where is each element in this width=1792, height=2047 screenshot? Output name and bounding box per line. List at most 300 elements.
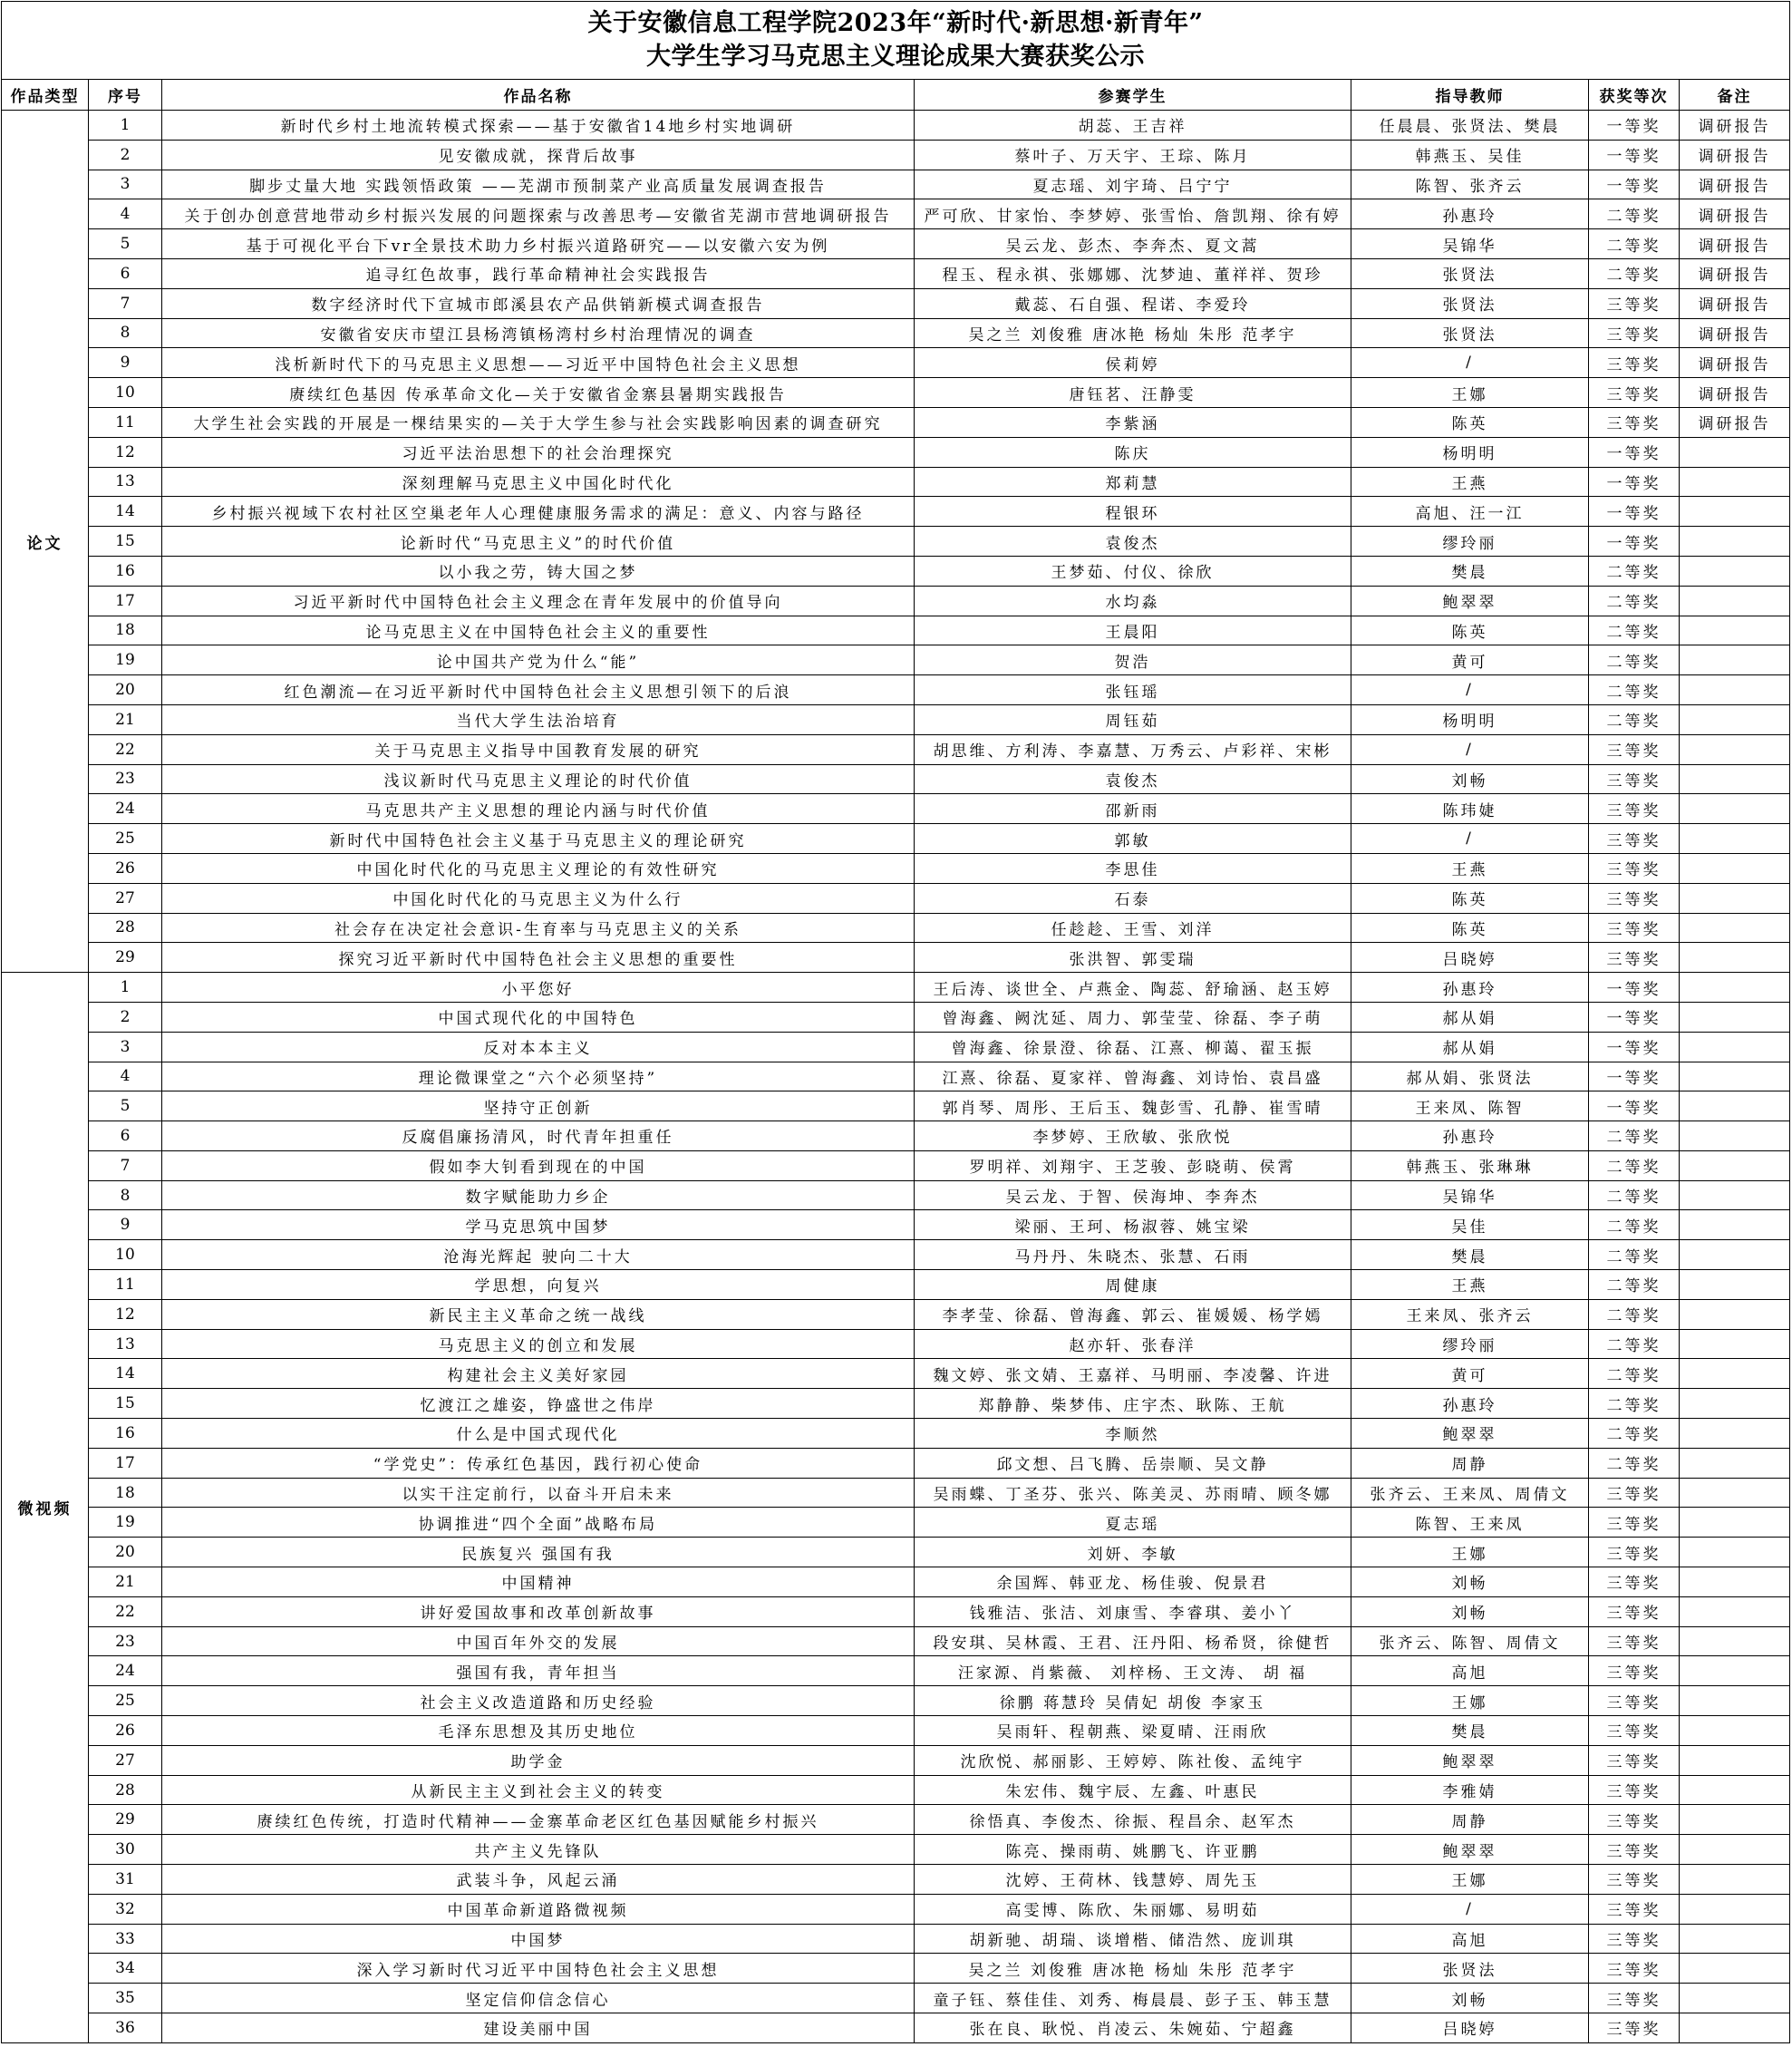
row-number-cell: 35 bbox=[89, 1984, 162, 2013]
teacher-cell: 陈英 bbox=[1351, 408, 1589, 438]
students-cell: 张钰瑶 bbox=[915, 675, 1351, 705]
row-number-cell: 4 bbox=[89, 199, 162, 229]
note-cell: 调研报告 bbox=[1680, 408, 1790, 438]
work-name-cell: 新时代乡村土地流转模式探索——基于安徽省14地乡村实地调研 bbox=[162, 111, 915, 141]
award-cell: 三等奖 bbox=[1589, 1895, 1680, 1925]
students-cell: 张洪智、郭雯瑞 bbox=[915, 943, 1351, 973]
row-number-cell: 27 bbox=[89, 884, 162, 914]
row-number-cell: 11 bbox=[89, 408, 162, 438]
teacher-cell: 任晨晨、张贤法、樊晨 bbox=[1351, 111, 1589, 141]
work-name-cell: 马克思主义的创立和发展 bbox=[162, 1330, 915, 1360]
teacher-cell: 张齐云、王来凤、周倩文 bbox=[1351, 1479, 1589, 1509]
note-cell bbox=[1680, 1419, 1790, 1449]
row-number-cell: 10 bbox=[89, 1240, 162, 1270]
award-table bbox=[1, 79, 1790, 2043]
teacher-cell: 孙惠玲 bbox=[1351, 973, 1589, 1003]
award-cell: 三等奖 bbox=[1589, 1597, 1680, 1627]
students-cell: 吴雨轩、程朝燕、梁夏晴、汪雨欣 bbox=[915, 1716, 1351, 1746]
teacher-cell: 樊晨 bbox=[1351, 1240, 1589, 1270]
column-header-teacher: 指导教师 bbox=[1351, 80, 1589, 111]
students-cell: 魏文婷、张文婧、王嘉祥、马明丽、李凌馨、许进 bbox=[915, 1359, 1351, 1389]
work-name-cell: 理论微课堂之“六个必须坚持” bbox=[162, 1062, 915, 1092]
row-number-cell: 36 bbox=[89, 2013, 162, 2043]
students-cell: 侯莉婷 bbox=[915, 348, 1351, 378]
note-cell bbox=[1680, 705, 1790, 735]
award-cell: 一等奖 bbox=[1589, 141, 1680, 170]
row-number-cell: 15 bbox=[89, 527, 162, 557]
work-name-cell: 助学金 bbox=[162, 1746, 915, 1776]
row-number-cell: 8 bbox=[89, 319, 162, 349]
award-cell: 二等奖 bbox=[1589, 587, 1680, 616]
award-cell: 三等奖 bbox=[1589, 854, 1680, 884]
note-cell bbox=[1680, 1954, 1790, 1984]
note-cell bbox=[1680, 2013, 1790, 2043]
note-cell bbox=[1680, 438, 1790, 468]
work-name-cell: 武装斗争，风起云涌 bbox=[162, 1865, 915, 1895]
row-number-cell: 24 bbox=[89, 794, 162, 824]
students-cell: 张在良、耿悦、肖凌云、朱婉茹、宁超鑫 bbox=[915, 2013, 1351, 2043]
teacher-cell: 王来凤、张齐云 bbox=[1351, 1300, 1589, 1330]
work-name-cell: 当代大学生法治培育 bbox=[162, 705, 915, 735]
teacher-cell: 刘畅 bbox=[1351, 765, 1589, 795]
note-cell bbox=[1680, 1091, 1790, 1121]
award-cell: 三等奖 bbox=[1589, 1746, 1680, 1776]
award-cell: 二等奖 bbox=[1589, 1330, 1680, 1360]
row-number-cell: 23 bbox=[89, 1627, 162, 1657]
teacher-cell: 吕晓婷 bbox=[1351, 2013, 1589, 2043]
teacher-cell: 陈智、王来凤 bbox=[1351, 1508, 1589, 1538]
teacher-cell: 韩燕玉、吴佳 bbox=[1351, 141, 1589, 170]
note-cell bbox=[1680, 1538, 1790, 1567]
note-cell bbox=[1680, 884, 1790, 914]
award-cell: 三等奖 bbox=[1589, 348, 1680, 378]
note-cell: 调研报告 bbox=[1680, 319, 1790, 349]
work-name-cell: 忆渡江之雄姿，铮盛世之伟岸 bbox=[162, 1389, 915, 1419]
work-name-cell: 构建社会主义美好家园 bbox=[162, 1359, 915, 1389]
teacher-cell: 李雅婧 bbox=[1351, 1776, 1589, 1806]
row-number-cell: 27 bbox=[89, 1746, 162, 1776]
row-number-cell: 13 bbox=[89, 1330, 162, 1360]
note-cell bbox=[1680, 616, 1790, 646]
work-name-cell: 乡村振兴视域下农村社区空巢老年人心理健康服务需求的满足：意义、内容与路径 bbox=[162, 497, 915, 527]
students-cell: 陈亮、操雨萌、姚鹏飞、许亚鹏 bbox=[915, 1835, 1351, 1865]
note-cell bbox=[1680, 1925, 1790, 1955]
students-cell: 梁丽、王珂、杨淑蓉、姚宝梁 bbox=[915, 1210, 1351, 1240]
teacher-cell: / bbox=[1351, 675, 1589, 705]
award-cell: 一等奖 bbox=[1589, 438, 1680, 468]
award-cell: 一等奖 bbox=[1589, 1003, 1680, 1033]
work-name-cell: 讲好爱国故事和改革创新故事 bbox=[162, 1597, 915, 1627]
note-cell bbox=[1680, 1359, 1790, 1389]
teacher-cell: 王娜 bbox=[1351, 1538, 1589, 1567]
column-header-type: 作品类型 bbox=[2, 80, 89, 111]
students-cell: 李顺然 bbox=[915, 1419, 1351, 1449]
work-name-cell: 安徽省安庆市望江县杨湾镇杨湾村乡村治理情况的调查 bbox=[162, 319, 915, 349]
row-number-cell: 10 bbox=[89, 378, 162, 408]
row-number-cell: 8 bbox=[89, 1181, 162, 1211]
students-cell: 余国辉、韩亚龙、杨佳骏、倪景君 bbox=[915, 1567, 1351, 1597]
students-cell: 汪家源、肖紫薇、 刘梓杨、王文涛、 胡 福 bbox=[915, 1656, 1351, 1686]
students-cell: 郑莉慧 bbox=[915, 468, 1351, 498]
note-cell bbox=[1680, 1062, 1790, 1092]
note-cell: 调研报告 bbox=[1680, 289, 1790, 319]
teacher-cell: 杨明明 bbox=[1351, 438, 1589, 468]
note-cell bbox=[1680, 1597, 1790, 1627]
teacher-cell: 刘畅 bbox=[1351, 1597, 1589, 1627]
work-name-cell: 浅议新时代马克思主义理论的时代价值 bbox=[162, 765, 915, 795]
work-name-cell: 协调推进“四个全面”战略布局 bbox=[162, 1508, 915, 1538]
award-cell: 二等奖 bbox=[1589, 705, 1680, 735]
work-name-cell: 关于马克思主义指导中国教育发展的研究 bbox=[162, 735, 915, 765]
award-cell: 二等奖 bbox=[1589, 616, 1680, 646]
note-cell bbox=[1680, 1567, 1790, 1597]
work-name-cell: 共产主义先锋队 bbox=[162, 1835, 915, 1865]
note-cell bbox=[1680, 497, 1790, 527]
row-number-cell: 22 bbox=[89, 735, 162, 765]
work-name-cell: 坚持守正创新 bbox=[162, 1091, 915, 1121]
row-number-cell: 5 bbox=[89, 1091, 162, 1121]
note-cell bbox=[1680, 1984, 1790, 2013]
row-number-cell: 3 bbox=[89, 1033, 162, 1062]
award-cell: 三等奖 bbox=[1589, 1567, 1680, 1597]
work-name-cell: 论中国共产党为什么“能” bbox=[162, 645, 915, 675]
row-number-cell: 11 bbox=[89, 1270, 162, 1300]
row-number-cell: 5 bbox=[89, 229, 162, 259]
teacher-cell: 陈智、张齐云 bbox=[1351, 170, 1589, 200]
work-name-cell: 习近平新时代中国特色社会主义理念在青年发展中的价值导向 bbox=[162, 587, 915, 616]
students-cell: 程玉、程永祺、张娜娜、沈梦迪、董祥祥、贺珍 bbox=[915, 259, 1351, 289]
note-cell bbox=[1680, 1270, 1790, 1300]
work-name-cell: 社会主义改造道路和历史经验 bbox=[162, 1686, 915, 1716]
students-cell: 赵亦轩、张春洋 bbox=[915, 1330, 1351, 1360]
work-name-cell: 新民主主义革命之统一战线 bbox=[162, 1300, 915, 1330]
teacher-cell: 缪玲丽 bbox=[1351, 1330, 1589, 1360]
work-name-cell: 基于可视化平台下vr全景技术助力乡村振兴道路研究——以安徽六安为例 bbox=[162, 229, 915, 259]
teacher-cell: 缪玲丽 bbox=[1351, 527, 1589, 557]
work-name-cell: 大学生社会实践的开展是一棵结果实的—关于大学生参与社会实践影响因素的调查研究 bbox=[162, 408, 915, 438]
teacher-cell: 张贤法 bbox=[1351, 1954, 1589, 1984]
work-name-cell: 赓续红色基因 传承革命文化—关于安徽省金寨县暑期实践报告 bbox=[162, 378, 915, 408]
section-type-cell: 论文 bbox=[2, 111, 89, 973]
row-number-cell: 16 bbox=[89, 557, 162, 587]
teacher-cell: 周静 bbox=[1351, 1805, 1589, 1835]
award-cell: 三等奖 bbox=[1589, 794, 1680, 824]
work-name-cell: 新时代中国特色社会主义基于马克思主义的理论研究 bbox=[162, 824, 915, 854]
note-cell: 调研报告 bbox=[1680, 229, 1790, 259]
work-name-cell: 反对本本主义 bbox=[162, 1033, 915, 1062]
row-number-cell: 28 bbox=[89, 914, 162, 944]
work-name-cell: 深刻理解马克思主义中国化时代化 bbox=[162, 468, 915, 498]
award-cell: 二等奖 bbox=[1589, 1121, 1680, 1151]
work-name-cell: 中国精神 bbox=[162, 1567, 915, 1597]
teacher-cell: 陈英 bbox=[1351, 884, 1589, 914]
note-cell bbox=[1680, 675, 1790, 705]
work-name-cell: 建设美丽中国 bbox=[162, 2013, 915, 2043]
work-name-cell: 中国化时代化的马克思主义理论的有效性研究 bbox=[162, 854, 915, 884]
award-cell: 二等奖 bbox=[1589, 1210, 1680, 1240]
teacher-cell: / bbox=[1351, 735, 1589, 765]
students-cell: 李孝莹、徐磊、曾海鑫、郭云、崔媛媛、杨学嫣 bbox=[915, 1300, 1351, 1330]
award-cell: 三等奖 bbox=[1589, 1508, 1680, 1538]
students-cell: 胡思维、方利涛、李嘉慧、万秀云、卢彩祥、宋彬 bbox=[915, 735, 1351, 765]
award-cell: 三等奖 bbox=[1589, 2013, 1680, 2043]
work-name-cell: 数字赋能助力乡企 bbox=[162, 1181, 915, 1211]
teacher-cell: 刘畅 bbox=[1351, 1984, 1589, 2013]
students-cell: 程银环 bbox=[915, 497, 1351, 527]
note-cell bbox=[1680, 1895, 1790, 1925]
students-cell: 邵新雨 bbox=[915, 794, 1351, 824]
award-cell: 三等奖 bbox=[1589, 1627, 1680, 1657]
teacher-cell: 樊晨 bbox=[1351, 1716, 1589, 1746]
work-name-cell: “学党史”：传承红色基因，践行初心使命 bbox=[162, 1449, 915, 1479]
teacher-cell: 高旭 bbox=[1351, 1925, 1589, 1955]
column-header-award: 获奖等次 bbox=[1589, 80, 1680, 111]
award-cell: 三等奖 bbox=[1589, 1835, 1680, 1865]
teacher-cell: 高旭 bbox=[1351, 1656, 1589, 1686]
teacher-cell: 陈英 bbox=[1351, 616, 1589, 646]
award-cell: 二等奖 bbox=[1589, 259, 1680, 289]
work-name-cell: 中国革命新道路微视频 bbox=[162, 1895, 915, 1925]
work-name-cell: 反腐倡廉扬清风，时代青年担重任 bbox=[162, 1121, 915, 1151]
students-cell: 严可欣、甘家怡、李梦婷、张雪怡、詹凯翔、徐有婷 bbox=[915, 199, 1351, 229]
row-number-cell: 21 bbox=[89, 705, 162, 735]
row-number-cell: 4 bbox=[89, 1062, 162, 1092]
row-number-cell: 19 bbox=[89, 645, 162, 675]
work-name-cell: 以实干注定前行，以奋斗开启未来 bbox=[162, 1479, 915, 1509]
work-name-cell: 关于创办创意营地带动乡村振兴发展的问题探索与改善思考—安徽省芜湖市营地调研报告 bbox=[162, 199, 915, 229]
note-cell bbox=[1680, 973, 1790, 1003]
work-name-cell: 见安徽成就，探背后故事 bbox=[162, 141, 915, 170]
award-cell: 一等奖 bbox=[1589, 527, 1680, 557]
column-header-work-name: 作品名称 bbox=[162, 80, 915, 111]
award-cell: 三等奖 bbox=[1589, 1984, 1680, 2013]
students-cell: 胡蕊、王吉祥 bbox=[915, 111, 1351, 141]
note-cell: 调研报告 bbox=[1680, 199, 1790, 229]
students-cell: 李紫涵 bbox=[915, 408, 1351, 438]
note-cell bbox=[1680, 468, 1790, 498]
row-number-cell: 15 bbox=[89, 1389, 162, 1419]
work-name-cell: 什么是中国式现代化 bbox=[162, 1419, 915, 1449]
note-cell: 调研报告 bbox=[1680, 378, 1790, 408]
note-cell bbox=[1680, 1003, 1790, 1033]
award-cell: 三等奖 bbox=[1589, 1954, 1680, 1984]
students-cell: 沈婷、王荷林、钱慧婷、周先玉 bbox=[915, 1865, 1351, 1895]
students-cell: 唐钰茗、汪静雯 bbox=[915, 378, 1351, 408]
row-number-cell: 31 bbox=[89, 1865, 162, 1895]
teacher-cell: / bbox=[1351, 348, 1589, 378]
title-line-2: 大学生学习马克思主义理论成果大赛获奖公示 bbox=[646, 43, 1145, 71]
award-cell: 二等奖 bbox=[1589, 645, 1680, 675]
teacher-cell: 鲍翠翠 bbox=[1351, 1746, 1589, 1776]
row-number-cell: 24 bbox=[89, 1656, 162, 1686]
column-header-note: 备注 bbox=[1680, 80, 1790, 111]
students-cell: 马丹丹、朱晓杰、张慧、石雨 bbox=[915, 1240, 1351, 1270]
students-cell: 徐悟真、李俊杰、徐振、程昌余、赵军杰 bbox=[915, 1805, 1351, 1835]
work-name-cell: 坚定信仰信念信心 bbox=[162, 1984, 915, 2013]
award-cell: 一等奖 bbox=[1589, 111, 1680, 141]
note-cell: 调研报告 bbox=[1680, 111, 1790, 141]
note-cell bbox=[1680, 1330, 1790, 1360]
award-cell: 一等奖 bbox=[1589, 1033, 1680, 1062]
award-cell: 三等奖 bbox=[1589, 1716, 1680, 1746]
teacher-cell: 鲍翠翠 bbox=[1351, 1419, 1589, 1449]
award-cell: 二等奖 bbox=[1589, 1419, 1680, 1449]
row-number-cell: 17 bbox=[89, 1449, 162, 1479]
note-cell bbox=[1680, 1389, 1790, 1419]
note-cell bbox=[1680, 735, 1790, 765]
work-name-cell: 学马克思筑中国梦 bbox=[162, 1210, 915, 1240]
work-name-cell: 以小我之劳，铸大国之梦 bbox=[162, 557, 915, 587]
note-cell bbox=[1680, 1181, 1790, 1211]
award-cell: 三等奖 bbox=[1589, 408, 1680, 438]
note-cell bbox=[1680, 854, 1790, 884]
award-cell: 二等奖 bbox=[1589, 1240, 1680, 1270]
teacher-cell: 吴锦华 bbox=[1351, 229, 1589, 259]
row-number-cell: 30 bbox=[89, 1835, 162, 1865]
students-cell: 吴之兰 刘俊雅 唐冰艳 杨灿 朱彤 范孝宇 bbox=[915, 319, 1351, 349]
work-name-cell: 从新民主主义到社会主义的转变 bbox=[162, 1776, 915, 1806]
teacher-cell: 王来凤、陈智 bbox=[1351, 1091, 1589, 1121]
students-cell: 高雯博、陈欣、朱丽娜、易明茹 bbox=[915, 1895, 1351, 1925]
teacher-cell: 刘畅 bbox=[1351, 1567, 1589, 1597]
teacher-cell: 鲍翠翠 bbox=[1351, 587, 1589, 616]
students-cell: 吴云龙、彭杰、李奔杰、夏文蒿 bbox=[915, 229, 1351, 259]
work-name-cell: 沧海光辉起 驶向二十大 bbox=[162, 1240, 915, 1270]
work-name-cell: 中国梦 bbox=[162, 1925, 915, 1955]
award-cell: 三等奖 bbox=[1589, 319, 1680, 349]
note-cell bbox=[1680, 1033, 1790, 1062]
row-number-cell: 25 bbox=[89, 824, 162, 854]
row-number-cell: 21 bbox=[89, 1567, 162, 1597]
row-number-cell: 9 bbox=[89, 1210, 162, 1240]
teacher-cell: 陈英 bbox=[1351, 914, 1589, 944]
row-number-cell: 7 bbox=[89, 1151, 162, 1181]
award-cell: 三等奖 bbox=[1589, 289, 1680, 319]
note-cell bbox=[1680, 527, 1790, 557]
work-name-cell: 习近平法治思想下的社会治理探究 bbox=[162, 438, 915, 468]
students-cell: 江熹、徐磊、夏家祥、曾海鑫、刘诗怡、袁昌盛 bbox=[915, 1062, 1351, 1092]
row-number-cell: 2 bbox=[89, 1003, 162, 1033]
note-cell bbox=[1680, 1210, 1790, 1240]
students-cell: 任趁趁、王雪、刘洋 bbox=[915, 914, 1351, 944]
teacher-cell: 孙惠玲 bbox=[1351, 199, 1589, 229]
work-name-cell: 赓续红色传统，打造时代精神——金寨革命老区红色基因赋能乡村振兴 bbox=[162, 1805, 915, 1835]
note-cell: 调研报告 bbox=[1680, 348, 1790, 378]
award-cell: 二等奖 bbox=[1589, 1389, 1680, 1419]
row-number-cell: 29 bbox=[89, 943, 162, 973]
teacher-cell: 陈玮婕 bbox=[1351, 794, 1589, 824]
teacher-cell: 吴佳 bbox=[1351, 1210, 1589, 1240]
award-cell: 三等奖 bbox=[1589, 824, 1680, 854]
note-cell bbox=[1680, 1240, 1790, 1270]
note-cell: 调研报告 bbox=[1680, 259, 1790, 289]
note-cell bbox=[1680, 765, 1790, 795]
award-cell: 一等奖 bbox=[1589, 497, 1680, 527]
students-cell: 童子钰、蔡佳佳、刘秀、梅晨晨、彭子玉、韩玉慧 bbox=[915, 1984, 1351, 2013]
row-number-cell: 9 bbox=[89, 348, 162, 378]
students-cell: 沈欣悦、郝丽影、王婷婷、陈社俊、孟纯宇 bbox=[915, 1746, 1351, 1776]
work-name-cell: 论马克思主义在中国特色社会主义的重要性 bbox=[162, 616, 915, 646]
students-cell: 王后涛、谈世全、卢燕金、陶蕊、舒瑜涵、赵玉婷 bbox=[915, 973, 1351, 1003]
teacher-cell: 周静 bbox=[1351, 1449, 1589, 1479]
students-cell: 吴之兰 刘俊雅 唐冰艳 杨灿 朱彤 范孝宇 bbox=[915, 1954, 1351, 1984]
award-cell: 二等奖 bbox=[1589, 557, 1680, 587]
row-number-cell: 29 bbox=[89, 1805, 162, 1835]
row-number-cell: 20 bbox=[89, 1538, 162, 1567]
students-cell: 贺浩 bbox=[915, 645, 1351, 675]
award-cell: 三等奖 bbox=[1589, 1925, 1680, 1955]
work-name-cell: 中国化时代化的马克思主义为什么行 bbox=[162, 884, 915, 914]
students-cell: 吴云龙、于智、侯海坤、李奔杰 bbox=[915, 1181, 1351, 1211]
students-cell: 钱雅洁、张洁、刘康雪、李睿琪、姜小丫 bbox=[915, 1597, 1351, 1627]
award-cell: 二等奖 bbox=[1589, 675, 1680, 705]
note-cell bbox=[1680, 794, 1790, 824]
students-cell: 王晨阳 bbox=[915, 616, 1351, 646]
row-number-cell: 16 bbox=[89, 1419, 162, 1449]
award-cell: 三等奖 bbox=[1589, 1805, 1680, 1835]
teacher-cell: 孙惠玲 bbox=[1351, 1389, 1589, 1419]
award-cell: 三等奖 bbox=[1589, 1538, 1680, 1567]
note-cell: 调研报告 bbox=[1680, 141, 1790, 170]
award-cell: 三等奖 bbox=[1589, 735, 1680, 765]
award-cell: 三等奖 bbox=[1589, 1479, 1680, 1509]
students-cell: 石泰 bbox=[915, 884, 1351, 914]
award-cell: 三等奖 bbox=[1589, 1865, 1680, 1895]
row-number-cell: 26 bbox=[89, 854, 162, 884]
award-cell: 二等奖 bbox=[1589, 1270, 1680, 1300]
award-cell: 二等奖 bbox=[1589, 1359, 1680, 1389]
work-name-cell: 红色潮流—在习近平新时代中国特色社会主义思想引领下的后浪 bbox=[162, 675, 915, 705]
students-cell: 徐鹏 蒋慧玲 吴倩妃 胡俊 李家玉 bbox=[915, 1686, 1351, 1716]
work-name-cell: 脚步丈量大地 实践领悟政策 ——芜湖市预制菜产业高质量发展调查报告 bbox=[162, 170, 915, 200]
row-number-cell: 23 bbox=[89, 765, 162, 795]
note-cell bbox=[1680, 587, 1790, 616]
teacher-cell: 张贤法 bbox=[1351, 319, 1589, 349]
row-number-cell: 19 bbox=[89, 1508, 162, 1538]
teacher-cell: / bbox=[1351, 824, 1589, 854]
award-cell: 一等奖 bbox=[1589, 170, 1680, 200]
work-name-cell: 论新时代“马克思主义”的时代价值 bbox=[162, 527, 915, 557]
teacher-cell: 鲍翠翠 bbox=[1351, 1835, 1589, 1865]
teacher-cell: 黄可 bbox=[1351, 645, 1589, 675]
work-name-cell: 中国百年外交的发展 bbox=[162, 1627, 915, 1657]
note-cell bbox=[1680, 1508, 1790, 1538]
row-number-cell: 14 bbox=[89, 497, 162, 527]
note-cell bbox=[1680, 1151, 1790, 1181]
note-cell bbox=[1680, 1656, 1790, 1686]
teacher-cell: 杨明明 bbox=[1351, 705, 1589, 735]
teacher-cell: 王燕 bbox=[1351, 468, 1589, 498]
row-number-cell: 20 bbox=[89, 675, 162, 705]
note-cell bbox=[1680, 1479, 1790, 1509]
note-cell bbox=[1680, 824, 1790, 854]
work-name-cell: 毛泽东思想及其历史地位 bbox=[162, 1716, 915, 1746]
note-cell bbox=[1680, 1746, 1790, 1776]
teacher-cell: 韩燕玉、张琳琳 bbox=[1351, 1151, 1589, 1181]
students-cell: 袁俊杰 bbox=[915, 527, 1351, 557]
teacher-cell: 樊晨 bbox=[1351, 557, 1589, 587]
students-cell: 陈庆 bbox=[915, 438, 1351, 468]
column-header-students: 参赛学生 bbox=[915, 80, 1351, 111]
students-cell: 蔡叶子、万天宇、王琮、陈月 bbox=[915, 141, 1351, 170]
work-name-cell: 数字经济时代下宣城市郎溪县农产品供销新模式调查报告 bbox=[162, 289, 915, 319]
teacher-cell: 王娜 bbox=[1351, 1686, 1589, 1716]
note-cell bbox=[1680, 1835, 1790, 1865]
students-cell: 郑静静、柴梦伟、庄宇杰、耿陈、王航 bbox=[915, 1389, 1351, 1419]
row-number-cell: 3 bbox=[89, 170, 162, 200]
award-cell: 一等奖 bbox=[1589, 973, 1680, 1003]
students-cell: 段安琪、吴林霞、王君、汪丹阳、杨希贤，徐健哲 bbox=[915, 1627, 1351, 1657]
